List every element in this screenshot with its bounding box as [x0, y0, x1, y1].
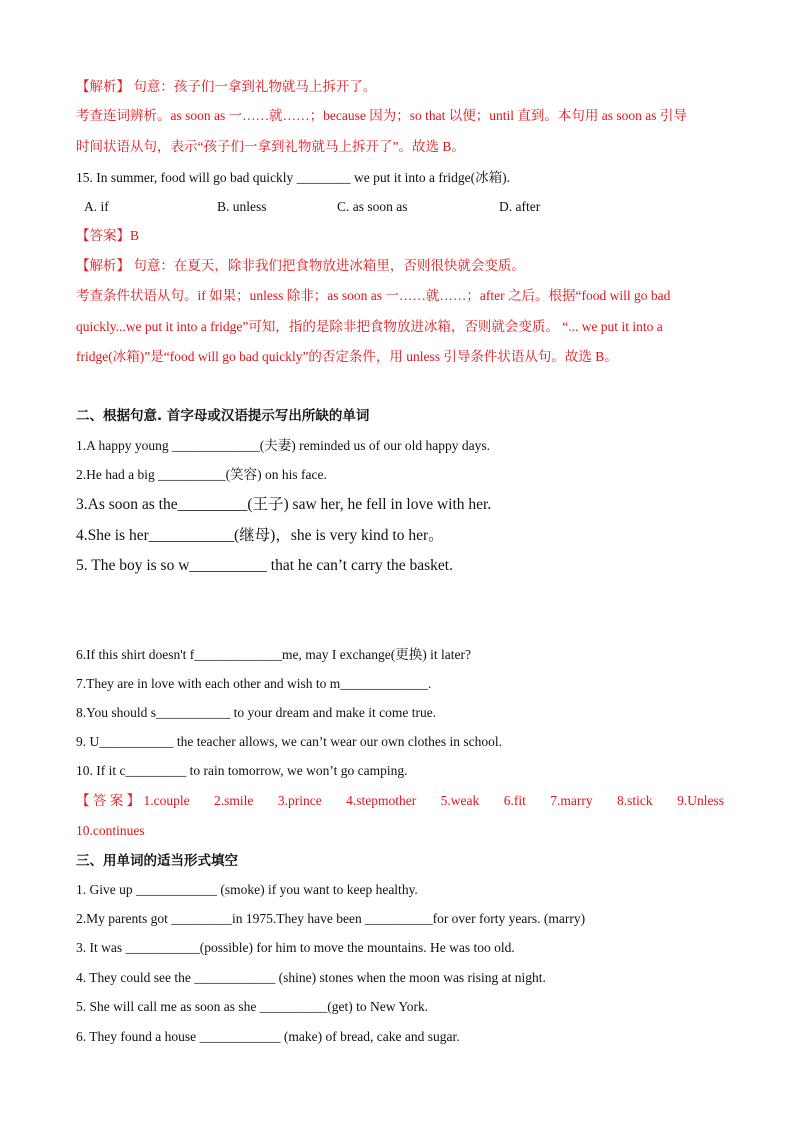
section2-item-6: 6.If this shirt doesn't f_____________me, may I exchange(更换) it later?: [76, 647, 471, 662]
answer-token-5: 5.weak: [440, 793, 480, 808]
answer-token-3: 3.prince: [277, 793, 322, 808]
section3-item-2: 2.My parents got _________in 1975.They have been __________for over forty years. (marry): [76, 911, 586, 926]
q14-explanation-line1: 【解析】 句意：孩子们一拿到礼物就马上拆开了。: [76, 79, 377, 94]
q15-explanation-line4: fridge(冰箱)”是“food will go bad quickly”的否定条件，用 unless 引导条件状语从句。故选 B。: [76, 349, 618, 364]
q15-explanation-line1: 【解析】 句意：在夏天，除非我们把食物放进冰箱里，否则很快就会变质。: [76, 258, 525, 273]
q15-option-d: D. after: [499, 199, 541, 214]
section2-title: 二、根据句意. 首字母或汉语提示写出所缺的单词: [76, 408, 370, 424]
section3-item-3: 3. It was ___________(possible) for him to move the mountains. He was too old.: [76, 940, 515, 955]
section2-item-3: 3.As soon as the_________(王子) saw her, he fell in love with her.: [76, 496, 492, 513]
section3-item-1: 1. Give up ____________ (smoke) if you want to keep healthy.: [76, 882, 418, 897]
section3-item-4: 4. They could see the ____________ (shine) stones when the moon was rising at night.: [76, 970, 546, 985]
answer-token-6: 6.fit: [503, 793, 526, 808]
q15-option-a: A. if: [84, 199, 109, 214]
section2-answers: [76, 791, 724, 811]
q14-explanation-line3: 时间状语从句，表示“孩子们一拿到礼物就马上拆开了”。故选 B。: [76, 139, 465, 154]
q15-answer: 【答案】B: [76, 228, 140, 243]
answer-token-7: 7.marry: [550, 793, 593, 808]
section3-item-6: 6. They found a house ____________ (make) of bread, cake and sugar.: [76, 1029, 460, 1044]
section2-answer-continued: 10.continues: [76, 823, 145, 838]
section2-item-2: 2.He had a big __________(笑容) on his face.: [76, 467, 327, 482]
section2-item-7: 7.They are in love with each other and wish to m_____________.: [76, 676, 432, 691]
section2-item-9: 9. U___________ the teacher allows, we can’t wear our own clothes in school.: [76, 734, 503, 749]
q14-explanation-line2: 考查连词辨析。as soon as 一……就……；because 因为；so that 以便；until 直到。本句用 as soon as 引导: [76, 108, 687, 123]
answer-token-4: 4.stepmother: [346, 793, 417, 808]
section3-item-5: 5. She will call me as soon as she __________(get) to New York.: [76, 999, 429, 1014]
answer-token-8: 8.stick: [617, 793, 653, 808]
q15-stem: 15. In summer, food will go bad quickly ________ we put it into a fridge(冰箱).: [76, 170, 511, 185]
q15-explanation-line2: 考查条件状语从句。if 如果；unless 除非；as soon as 一……就……；after 之后。根据“food will go bad: [76, 288, 671, 303]
q15-option-c: C. as soon as: [337, 199, 408, 214]
answer-token-1: 【 答 案 】 1.couple: [76, 793, 190, 808]
q15-option-b: B. unless: [217, 199, 267, 214]
section2-item-1: 1.A happy young _____________(夫妻) reminded us of our old happy days.: [76, 438, 490, 453]
q15-explanation-line3: quickly...we put it into a fridge”可知，指的是除非把食物放进冰箱，否则就会变质。 “... we put it into a: [76, 319, 663, 334]
section2-item-5: 5. The boy is so w__________ that he can’t carry the basket.: [76, 557, 453, 574]
answer-token-9: 9.Unless: [677, 793, 724, 808]
section2-item-4: 4.She is her___________(继母)，she is very kind to her。: [76, 527, 444, 544]
section2-item-10: 10. If it c_________ to rain tomorrow, we won’t go camping.: [76, 763, 408, 778]
section2-item-8: 8.You should s___________ to your dream and make it come true.: [76, 705, 437, 720]
answer-token-2: 2.smile: [214, 793, 254, 808]
section3-title: 三、用单词的适当形式填空: [76, 853, 238, 869]
